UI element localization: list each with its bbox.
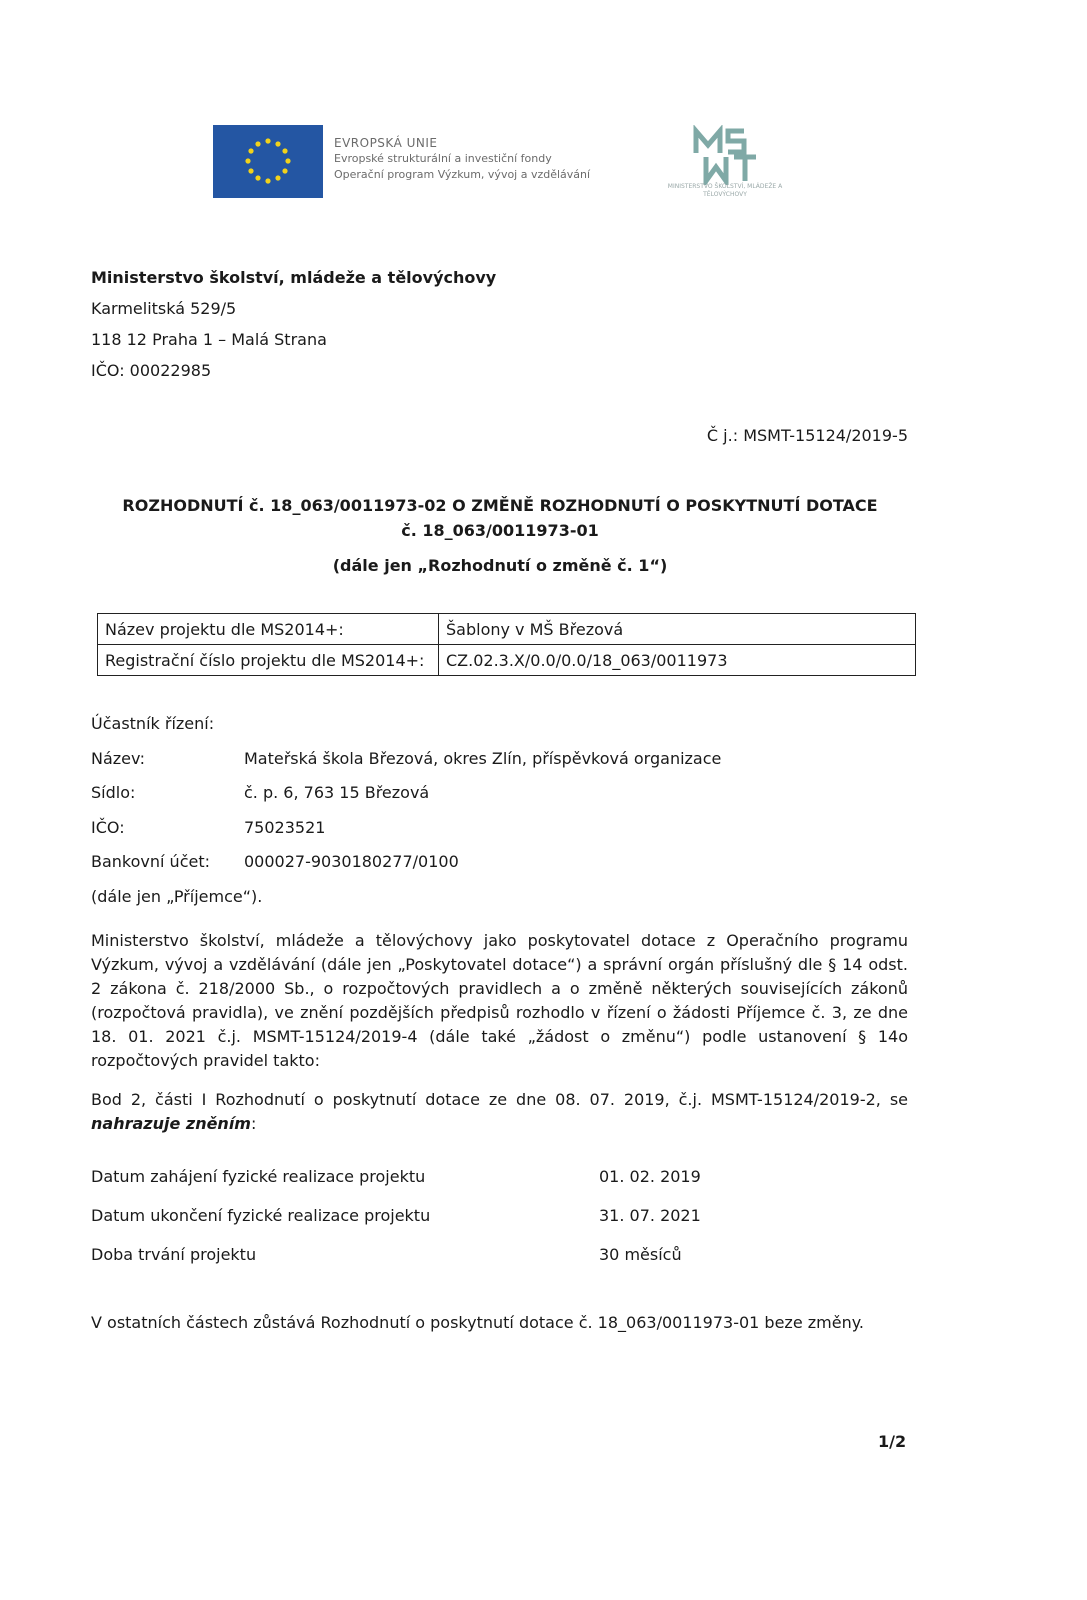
decision-title-number: č. 18_063/0011973-01	[401, 521, 599, 540]
participant-value: č. p. 6, 763 15 Březová	[244, 783, 430, 802]
table-row	[98, 614, 916, 645]
replacement-tail: :	[250, 1114, 257, 1133]
final-note: V ostatních částech zůstává Rozhodnutí o poskytnutí dotace č. 18_063/0011973-01 beze změny.	[91, 1313, 864, 1332]
participant-label: Sídlo:	[91, 783, 136, 802]
date-label: Datum zahájení fyzické realizace projektu	[91, 1167, 426, 1186]
date-label: Doba trvání projektu	[91, 1245, 257, 1264]
table-cell-label: Registrační číslo projektu dle MS2014+:	[98, 645, 439, 676]
msmt-logo	[692, 125, 772, 185]
ministry-city: 118 12 Praha 1 – Malá Strana	[91, 330, 327, 349]
ministry-ico: IČO: 00022985	[91, 361, 212, 380]
eu-line-3: Operační program Výzkum, vývoj a vzdělávání	[334, 168, 591, 181]
date-row	[91, 1196, 701, 1235]
table-cell-label: Název projektu dle MS2014+:	[98, 614, 439, 645]
participant-label: IČO:	[91, 817, 125, 837]
participant-section	[91, 707, 721, 914]
participant-value: Mateřská škola Březová, okres Zlín, příspěvková organizace	[244, 748, 722, 768]
replacement-paragraph	[91, 1088, 908, 1136]
table-row	[98, 645, 916, 676]
decision-title-alias: (dále jen „Rozhodnutí o změně č. 1“)	[332, 556, 668, 575]
eu-text-block	[334, 135, 590, 183]
replacement-text: Bod 2, části I Rozhodnutí o poskytnutí dotace ze dne 08. 07. 2019, č.j. MSMT-15124/2019-2, se	[91, 1090, 908, 1109]
participant-value: 75023521	[244, 817, 326, 837]
date-label: Datum ukončení fyzické realizace projektu	[91, 1206, 431, 1225]
date-value: 30 měsíců	[599, 1245, 682, 1264]
participant-label: Bankovní účet:	[91, 852, 210, 871]
participant-closing: (dále jen „Příjemce“).	[91, 886, 263, 906]
participant-value: 000027-9030180277/0100	[244, 852, 459, 871]
page-number: 1/2	[878, 1432, 907, 1451]
date-value: 01. 02. 2019	[599, 1167, 701, 1186]
participant-row	[91, 845, 721, 880]
date-value: 31. 07. 2021	[599, 1206, 701, 1225]
msmt-caption: MINISTERSTVO ŠKOLSTVÍ, MLÁDEŽE A TĚLOVÝCHOVY	[667, 183, 783, 198]
eu-flag-logo	[213, 125, 323, 198]
project-table	[97, 613, 916, 676]
table-cell-value: CZ.02.3.X/0.0/0.0/18_063/0011973	[439, 645, 916, 676]
decision-paragraph: Ministerstvo školství, mládeže a tělovýchovy jako poskytovatel dotace z Operačního programu Výzkum, vývoj a vzdělávání (dále jen „Poskytovatel dotace“) a správní orgán příslušný dle § 14 odst. 2 zákona č. 218/2000 Sb., o rozpočtových pravidlech a o změně některých souvisejících zákonů (rozpočtová pravidla), ve znění pozdějších předpisů rozhodlo v řízení o žádosti Příjemce č. 3, ze dne 18. 01. 2021 č.j. MSMT-15124/2019-4 (dále také „žádost o změnu“) podle ustanovení § 14o rozpočtových pravidel takto:	[91, 931, 908, 1070]
participant-row	[91, 811, 721, 846]
ministry-name: Ministerstvo školství, mládeže a tělovýchovy	[91, 268, 497, 287]
reference-number: Č j.: MSMT-15124/2019-5	[706, 426, 908, 445]
eu-line-2: Evropské strukturální a investiční fondy	[334, 152, 552, 165]
project-dates	[91, 1157, 701, 1274]
participant-heading: Účastník řízení:	[91, 714, 215, 733]
participant-row	[91, 776, 721, 811]
table-cell-value: Šablony v MŠ Březová	[439, 614, 916, 645]
eu-line-1: EVROPSKÁ UNIE	[334, 136, 438, 150]
participant-row	[91, 742, 721, 777]
decision-title: ROZHODNUTÍ č. 18_063/0011973-02 O ZMĚNĚ ROZHODNUTÍ O POSKYTNUTÍ DOTACE	[122, 496, 878, 515]
replacement-emphasis: nahrazuje zněním	[91, 1114, 251, 1133]
ministry-street: Karmelitská 529/5	[91, 299, 237, 318]
participant-label: Název:	[91, 748, 145, 768]
date-row	[91, 1157, 701, 1196]
date-row	[91, 1235, 701, 1274]
ministry-address	[91, 262, 496, 386]
